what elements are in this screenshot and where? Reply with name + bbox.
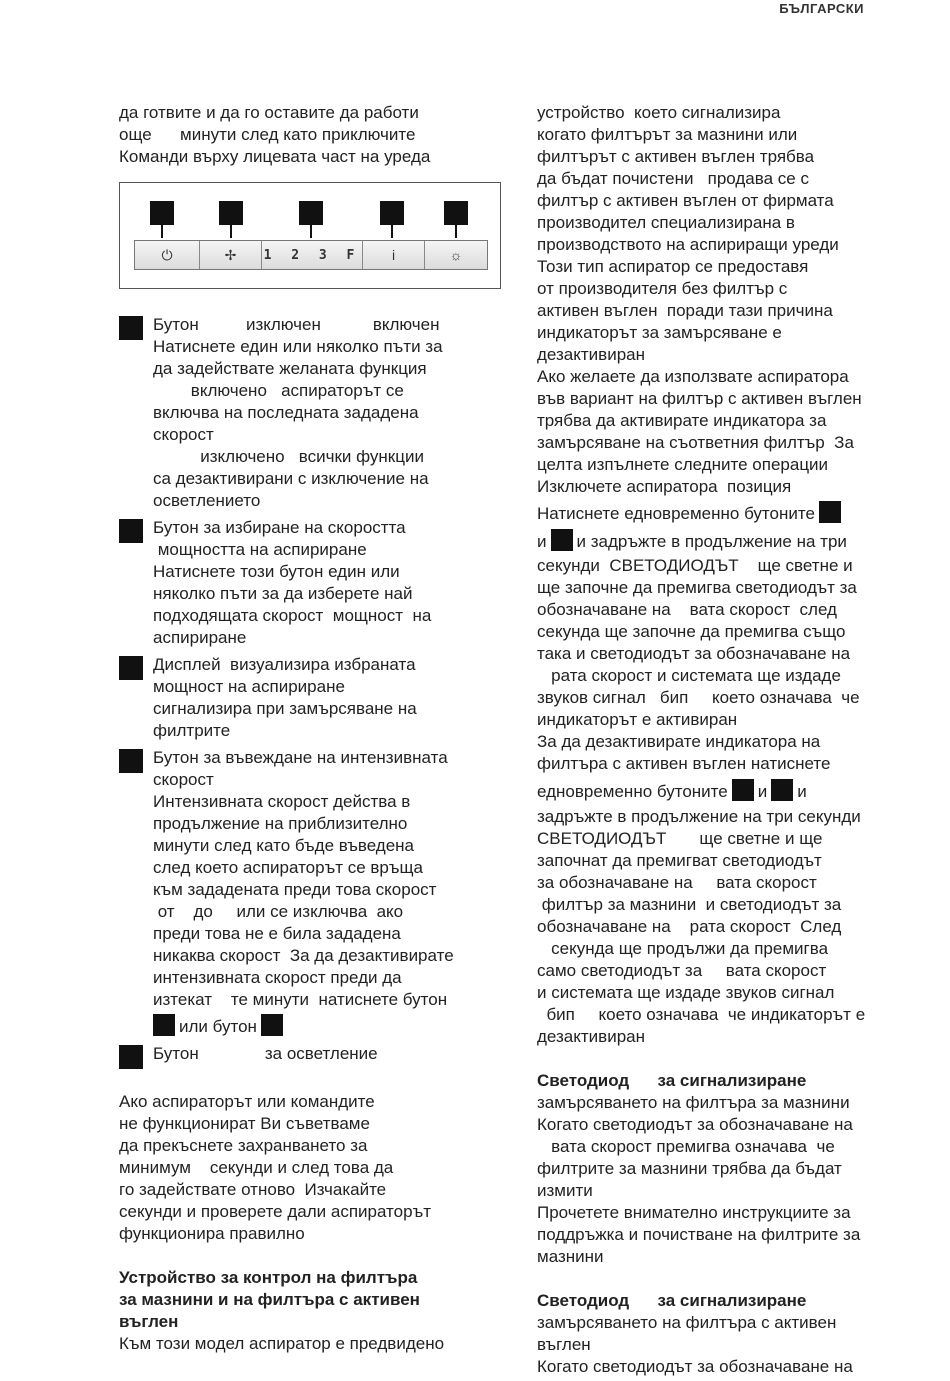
control-panel-diagram (119, 182, 501, 289)
text-line: започнат да премигват светодиодът (537, 851, 822, 870)
legend-marker (119, 749, 143, 773)
info-icon: i (391, 247, 396, 263)
text-line: скорост (153, 770, 214, 789)
button-ref-marker (551, 529, 573, 551)
text-fragment: или бутон (179, 1017, 257, 1036)
callout-marker (299, 201, 323, 225)
text-line: Дисплей визуализира избраната (153, 655, 416, 674)
section-heading: за мазнини и на филтъра с активен (119, 1290, 420, 1309)
fan-speed-button[interactable] (200, 241, 262, 269)
right-column (537, 102, 922, 1378)
text-line: трябва да активирате индикатора за (537, 411, 827, 430)
text-line: интензивната скорост преди да (153, 968, 402, 987)
text-line: дезактивиран (537, 345, 645, 364)
text-line: да задействате желаната функция (153, 359, 427, 378)
callout-marker (444, 201, 468, 225)
text-line: изтекат те минути натиснете бутон (153, 990, 448, 1009)
power-button[interactable] (135, 241, 200, 269)
legend-marker (119, 519, 143, 543)
text-line: да готвите и да го оставите да работи (119, 103, 419, 122)
legend-item (119, 747, 504, 1041)
text-line: обозначаване на рата скорост След (537, 917, 842, 936)
text-line: дезактивиран (537, 1027, 645, 1046)
text-line: Към този модел аспиратор е предвидено (119, 1334, 445, 1353)
text-line: от до или се изключва ако (153, 902, 404, 921)
text-line: Бутон за въвеждане на интензивната (153, 748, 448, 767)
text-line: филтър с активен въглен от фирмата (537, 191, 834, 210)
text-line: замърсяване на съответния филтър За (537, 433, 854, 452)
text-line: скорост (153, 425, 214, 444)
button-ref-marker (153, 1014, 175, 1036)
text-line (537, 528, 922, 555)
legend-item (119, 517, 504, 649)
text-line: подходящата скорост мощност на (153, 606, 432, 625)
text-line: рата скорост и системата ще издаде (537, 666, 841, 685)
legend-list (119, 314, 504, 1065)
legend-marker (119, 1045, 143, 1069)
button-ref-marker (261, 1014, 283, 1036)
text-line: мощността на аспириране (153, 540, 367, 559)
text-line: поддръжка и почистване на филтрите за (537, 1225, 861, 1244)
text-line: секунда ще започне да премигва също (537, 622, 846, 641)
light-icon: ☼ (449, 247, 463, 263)
text-line: продължение на приблизително (153, 814, 408, 833)
text-fragment: и (757, 782, 768, 801)
button-ref-marker (771, 779, 793, 801)
intensive-button[interactable] (363, 241, 425, 269)
button-ref-marker (819, 501, 841, 523)
text-line: не функционират Ви съветваме (119, 1114, 370, 1133)
text-line: Когато светодиодът за обозначаване на (537, 1357, 853, 1376)
text-line: Ако аспираторът или командите (119, 1092, 375, 1111)
text-line: активен въглен поради тази причина (537, 301, 833, 320)
text-line: така и светодиодът за обозначаване на (537, 644, 851, 663)
legend-item (119, 654, 504, 742)
text-line: никаква скорост За да дезактивирате (153, 946, 454, 965)
language-label: БЪЛГАРСКИ (779, 1, 864, 16)
text-line: Този тип аспиратор се предоставя (537, 257, 809, 276)
light-button[interactable] (425, 241, 487, 269)
text-line: аспириране (153, 628, 247, 647)
text-line: производството на аспириращи уреди (537, 235, 839, 254)
text-line: индикаторът за замърсяване е (537, 323, 782, 342)
text-fragment: едновременно бутоните (537, 782, 728, 801)
power-icon: ⏻ (161, 246, 173, 263)
text-line: когато филтърът за мазнини или (537, 125, 798, 144)
left-column (119, 102, 504, 168)
text-line: Изключете аспиратора позиция (537, 477, 792, 496)
text-line: измити (537, 1181, 593, 1200)
text-line: замърсяването на филтъра за мазнини (537, 1093, 850, 1112)
text-line: СВЕТОДИОДЪТ ще светне и ще (537, 829, 823, 848)
text-line: Бутон за избиране на скоростта (153, 518, 406, 537)
text-line: включено аспираторът се (153, 381, 404, 400)
text-line: Прочетете внимателно инструкциите за (537, 1203, 851, 1222)
text-line: Ако желаете да използвате аспиратора (537, 367, 849, 386)
text-line: Когато светодиодът за обозначаване на (537, 1115, 853, 1134)
text-line: мазнини (537, 1247, 604, 1266)
text-line: индикаторът е активиран (537, 710, 738, 729)
callout-line (230, 225, 232, 238)
text-line: минимум секунди и след това да (119, 1158, 394, 1177)
text-line (537, 498, 922, 528)
text-line: минути след като бъде въведена (153, 836, 415, 855)
callout-line (310, 225, 312, 238)
text-line: няколко пъти за да изберете най (153, 584, 413, 603)
text-line: филтър за мазнини и светодиодът за (537, 895, 842, 914)
text-line: Натиснете един или няколко пъти за (153, 337, 443, 356)
button-ref-marker (732, 779, 754, 801)
callout-marker (150, 201, 174, 225)
text-line: вата скорост премигва означава че (537, 1137, 835, 1156)
legend-item (119, 314, 504, 512)
left-column-bottom (119, 1091, 504, 1355)
text-line: филтрите (153, 721, 231, 740)
text-line: мощност на аспириране (153, 677, 345, 696)
text-line: ще започне да премигва светодиодът за (537, 578, 857, 597)
text-line: да бъдат почистени продава се с (537, 169, 809, 188)
section-heading: Светодиод за сигнализиране (537, 1071, 807, 1090)
text-line: сигнализира при замърсяване на (153, 699, 417, 718)
callout-marker (380, 201, 404, 225)
callout-marker (219, 201, 243, 225)
text-line: изключено всички функции (153, 447, 424, 466)
text-line: секунди и проверете дали аспираторът (119, 1202, 431, 1221)
text-line: във вариант на филтър с активен въглен (537, 389, 862, 408)
text-line: още минути след като приключите (119, 125, 416, 144)
text-line: обозначаване на вата скорост след (537, 600, 837, 619)
text-line (537, 775, 922, 806)
text-line: филтърът с активен въглен трябва (537, 147, 815, 166)
text-line: Натиснете този бутон един или (153, 562, 400, 581)
legend-marker (119, 656, 143, 680)
control-bar (134, 240, 488, 270)
text-line: за обозначаване на вата скорост (537, 873, 817, 892)
text-line: филтъра с активен въглен натиснете (537, 754, 831, 773)
text-line: осветлението (153, 491, 261, 510)
fan-icon: ✢ (224, 246, 237, 263)
text-line: са дезактивирани с изключение на (153, 469, 429, 488)
text-line: замърсяването на филтъра с активен (537, 1313, 837, 1332)
text-line: и системата ще издаде звуков сигнал (537, 983, 835, 1002)
legend-marker (119, 316, 143, 340)
text-line: преди това не е била зададена (153, 924, 401, 943)
text-line: към зададената преди това скорост (153, 880, 437, 899)
text-line: включва на последната зададена (153, 403, 419, 422)
text-line: функционира правилно (119, 1224, 305, 1243)
callout-line (455, 225, 457, 238)
text-fragment: и (537, 532, 547, 551)
text-line: задръжте в продължение на три секунди (537, 807, 861, 826)
text-line: го задействате отново Изчакайте (119, 1180, 387, 1199)
text-line: въглен (537, 1335, 591, 1354)
text-line: секунда ще продължи да премигва (537, 939, 829, 958)
section-heading: Устройство за контрол на филтъра (119, 1268, 418, 1287)
text-fragment: Натиснете едновременно бутоните (537, 504, 815, 523)
text-line: бип което означава че индикаторът е (537, 1005, 866, 1024)
text-line: Бутон за осветление (153, 1044, 378, 1063)
text-line: само светодиодът за вата скорост (537, 961, 827, 980)
text-line: филтрите за мазнини трябва да бъдат (537, 1159, 842, 1178)
text-line: след което аспираторът се връща (153, 858, 423, 877)
text-line: звуков сигнал бип което означава че (537, 688, 860, 707)
legend-item (119, 1043, 504, 1065)
text-line: Команди върху лицевата част на уреда (119, 147, 431, 166)
section-heading: въглен (119, 1312, 179, 1331)
text-line: За да дезактивирате индикатора на (537, 732, 821, 751)
callout-line (391, 225, 393, 238)
text-line: секунди СВЕТОДИОДЪТ ще светне и (537, 556, 853, 575)
speed-display (262, 241, 363, 269)
callout-line (161, 225, 163, 238)
text-line: Интензивната скорост действа в (153, 792, 411, 811)
display-digits: 1 2 3 F (263, 247, 361, 263)
text-line: да прекъснете захранването за (119, 1136, 368, 1155)
text-fragment: и задръжте в продължение на три (576, 532, 847, 551)
text-line: целта изпълнете следните операции (537, 455, 829, 474)
text-fragment: и (797, 782, 807, 801)
section-heading: Светодиод за сигнализиране (537, 1291, 807, 1310)
text-line: устройство което сигнализира (537, 103, 781, 122)
text-line: производител специализирана в (537, 213, 795, 232)
text-line (153, 1011, 504, 1041)
text-line: от производителя без филтър с (537, 279, 788, 298)
text-line: Бутон изключен включен (153, 315, 440, 334)
